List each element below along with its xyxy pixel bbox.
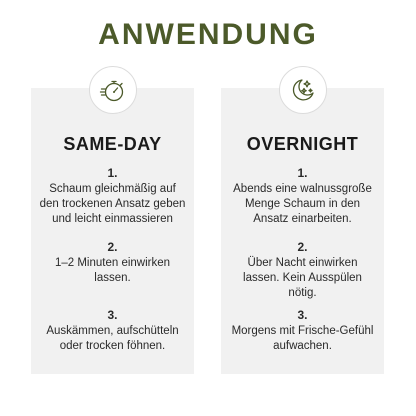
stopwatch-badge	[89, 66, 137, 114]
page-title: ANWENDUNG	[98, 18, 318, 51]
step-text: Schaum gleichmäßig auf den trockenen Ansatz geben und leicht einmassieren	[39, 183, 186, 225]
step-number: 1.	[107, 166, 118, 180]
step-number: 3.	[297, 308, 308, 322]
step-text: Über Nacht einwirken lassen. Kein Ausspülen nötig.	[243, 257, 362, 299]
card-title-overnight: OVERNIGHT	[246, 134, 359, 154]
step-text: Morgens mit Frische-Gefühl aufwachen.	[231, 325, 374, 352]
step-number: 2.	[297, 240, 308, 254]
step-1	[31, 166, 194, 227]
card-overnight	[221, 88, 384, 374]
step-2	[31, 240, 194, 286]
step-text: Abends eine walnussgroße Menge Schaum in den Ansatz einarbeiten.	[233, 183, 372, 225]
moon-stars-icon	[288, 75, 318, 105]
step-2	[221, 240, 384, 301]
moon-badge	[279, 66, 327, 114]
card-title-same-day: SAME-DAY	[63, 134, 162, 154]
step-number: 3.	[107, 308, 118, 322]
step-text: 1–2 Minuten einwirken lassen.	[54, 257, 171, 284]
step-3	[31, 308, 194, 354]
card-same-day	[31, 88, 194, 374]
stopwatch-icon	[98, 75, 128, 105]
step-1	[221, 166, 384, 227]
step-3	[221, 308, 384, 354]
step-text: Auskämmen, aufschütteln oder trocken föhnen.	[46, 325, 179, 352]
step-number: 1.	[297, 166, 308, 180]
step-number: 2.	[107, 240, 118, 254]
